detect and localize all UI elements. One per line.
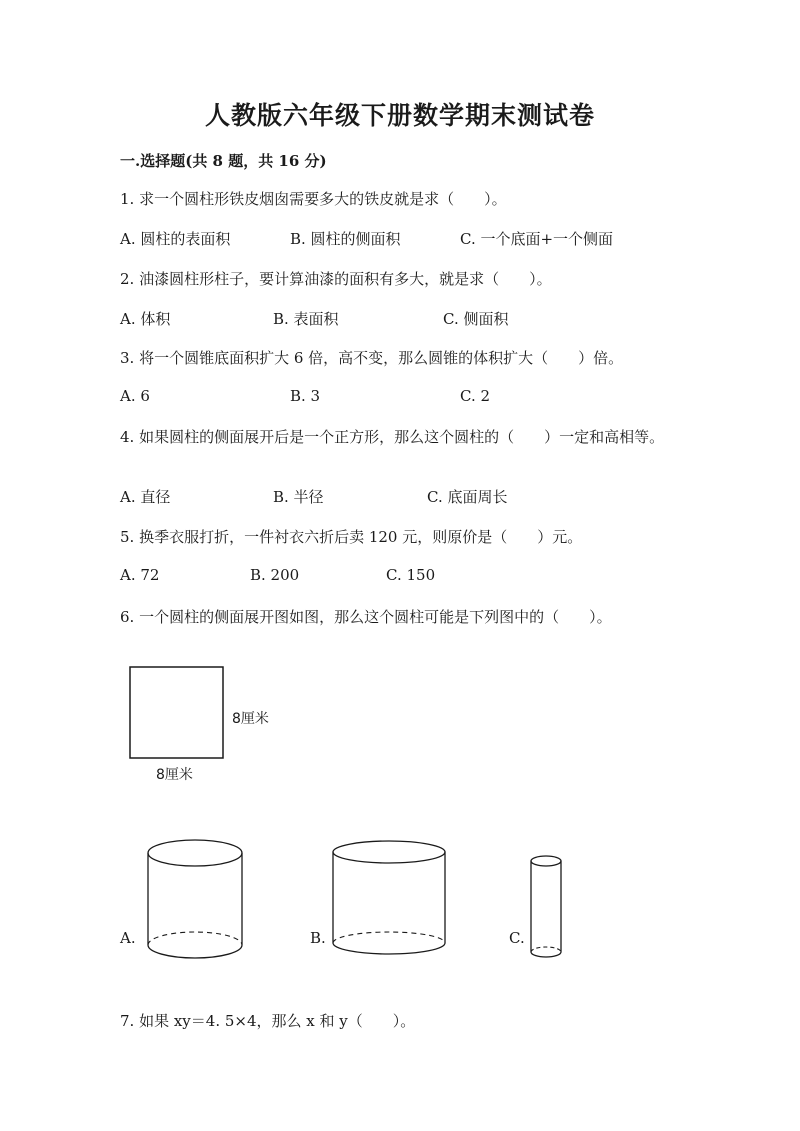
question-2-option-b: B. 表面积 — [273, 310, 339, 328]
question-3-option-c: C. 2 — [460, 387, 491, 405]
question-4: 4. 如果圆柱的侧面展开后是一个正方形，那么这个圆柱的（ ）一定和高相等。 — [120, 428, 665, 446]
square-side-label: 8厘米 — [232, 711, 269, 727]
question-3-option-a: A. 6 — [120, 387, 150, 405]
question-6: 6. 一个圆柱的侧面展开图如图，那么这个圆柱可能是下列图中的（ ）。 — [120, 608, 612, 626]
question-1-option-b: B. 圆柱的侧面积 — [290, 230, 401, 248]
question-3-option-b: B. 3 — [290, 387, 321, 405]
question-6-option-c: C. — [509, 929, 525, 947]
question-5-option-b: B. 200 — [250, 566, 300, 584]
cylinder-a — [148, 840, 242, 958]
question-5-option-a: A. 72 — [120, 566, 160, 584]
cylinder-c — [531, 856, 561, 957]
square-bottom-label: 8厘米 — [156, 767, 193, 783]
question-7: 7. 如果 xy＝4. 5×4，那么 x 和 y（ ）。 — [120, 1012, 416, 1030]
question-4-option-c: C. 底面周长 — [427, 488, 508, 506]
question-2-option-c: C. 侧面积 — [443, 310, 509, 328]
question-6-option-b: B. — [310, 929, 326, 947]
question-4-option-a: A. 直径 — [120, 488, 171, 506]
question-5-option-c: C. 150 — [386, 566, 436, 584]
section-heading: 一.选择题(共 8 题，共 16 分) — [120, 152, 327, 170]
question-1-option-c: C. 一个底面+一个侧面 — [460, 230, 614, 248]
square-net — [130, 667, 223, 758]
question-2-option-a: A. 体积 — [120, 310, 171, 328]
question-5: 5. 换季衣服打折，一件衬衣六折后卖 120 元，则原价是（ ）元。 — [120, 528, 583, 546]
question-1: 1. 求一个圆柱形铁皮烟囱需要多大的铁皮就是求（ ）。 — [120, 190, 507, 208]
question-1-option-a: A. 圆柱的表面积 — [120, 230, 231, 248]
question-6-option-a: A. — [120, 929, 136, 947]
question-4-option-b: B. 半径 — [273, 488, 324, 506]
question-2: 2. 油漆圆柱形柱子，要计算油漆的面积有多大，就是求（ ）。 — [120, 270, 552, 288]
cylinder-b — [333, 841, 445, 954]
question-3: 3. 将一个圆锥底面积扩大 6 倍，高不变，那么圆锥的体积扩大（ ）倍。 — [120, 349, 624, 367]
page-title: 人教版六年级下册数学期末测试卷 — [204, 101, 595, 130]
